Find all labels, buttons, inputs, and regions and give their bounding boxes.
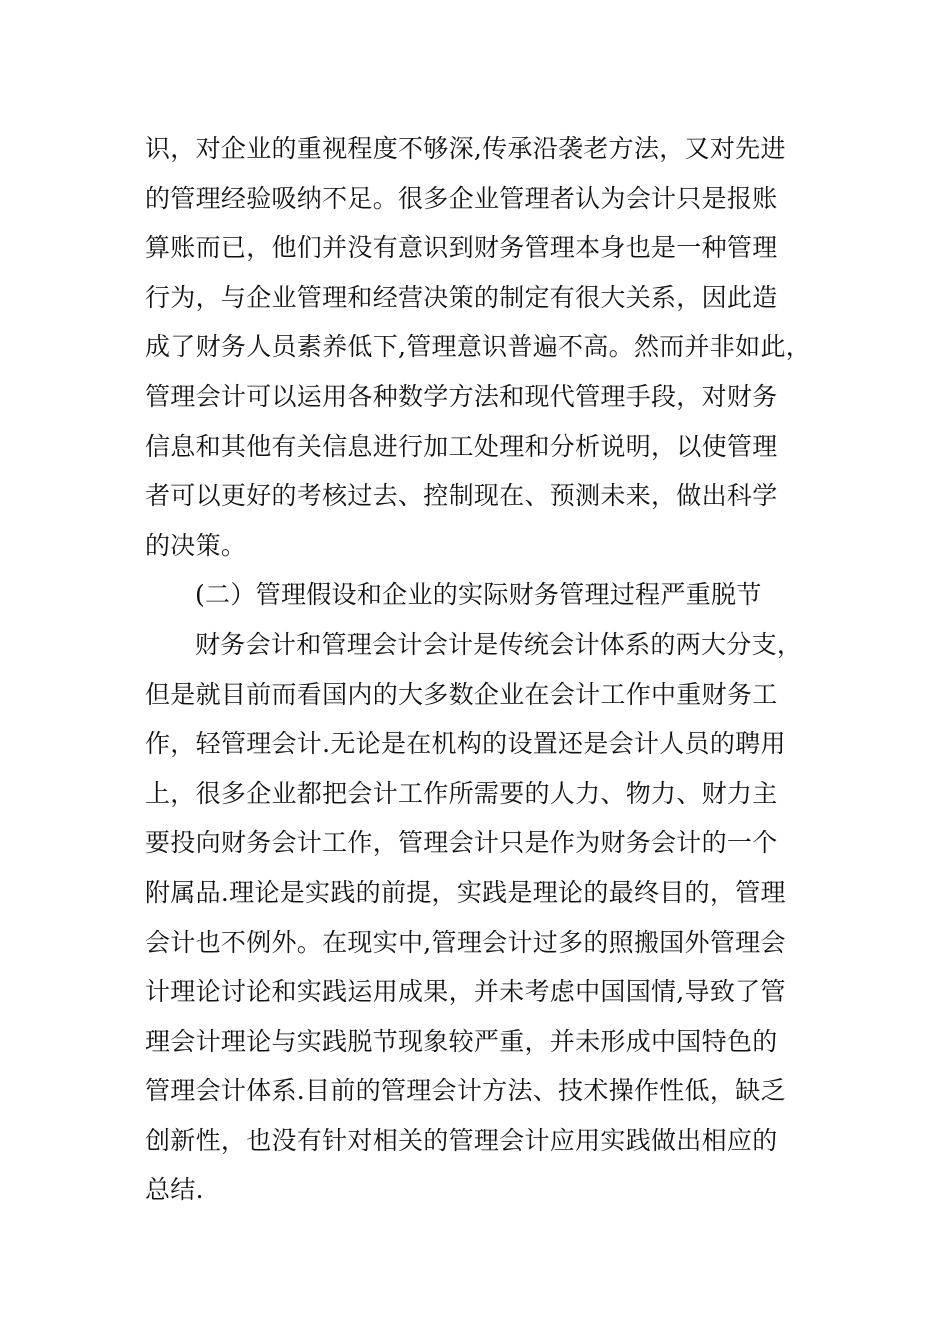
text-line: 信息和其他有关信息进行加工处理和分析说明，以使管理: [145, 431, 778, 461]
text-line: 创新性，也没有针对相关的管理会计应用实践做出相应的: [145, 1125, 778, 1155]
text-line: 财务会计和管理会计会计是传统会计体系的两大分支，: [195, 629, 803, 659]
text-line: 行为，与企业管理和经营决策的制定有很大关系，因此造: [145, 282, 778, 312]
text-line: 算账而已，他们并没有意识到财务管理本身也是一种管理: [145, 233, 778, 263]
text-line: 理会计理论与实践脱节现象较严重，并未形成中国特色的: [145, 1026, 778, 1056]
paragraph-2: [145, 620, 805, 1215]
text-line: 上，很多企业都把会计工作所需要的人力、物力、财力主: [145, 778, 778, 808]
text-line: 者可以更好的考核过去、控制现在、预测未来，做出科学: [145, 481, 778, 511]
text-line: 作，轻管理会计.无论是在机构的设置还是会计人员的聘用: [145, 729, 786, 759]
text-line: 会计也不例外。在现实中,管理会计过多的照搬国外管理会: [145, 927, 786, 957]
text-line: 管理会计体系.目前的管理会计方法、技术操作性低，缺乏: [145, 1076, 786, 1106]
paragraph-1: [145, 124, 812, 570]
text-line: 总结.: [145, 1175, 204, 1205]
text-line: 计理论讨论和实践运用成果，并未考虑中国国情,导致了管: [145, 977, 786, 1007]
heading-line: (二）管理假设和企业的实际财务管理过程严重脱节: [195, 580, 762, 610]
text-line: 附属品.理论是实践的前提，实践是理论的最终目的，管理: [145, 877, 786, 907]
text-line: 但是就目前而看国内的大多数企业在会计工作中重财务工: [145, 679, 778, 709]
section-heading: [145, 570, 805, 620]
text-line: 成了财务人员素养低下,管理意识普遍不高。然而并非如此，: [145, 332, 812, 362]
text-line: 的决策。: [145, 530, 247, 560]
text-line: 要投向财务会计工作，管理会计只是作为财务会计的一个: [145, 828, 778, 858]
text-line: 的管理经验吸纳不足。很多企业管理者认为会计只是报账: [145, 183, 778, 213]
text-line: 管理会计可以运用各种数学方法和现代管理手段，对财务: [145, 381, 778, 411]
document-body: [145, 124, 812, 1215]
text-line: 识，对企业的重视程度不够深,传承沿袭老方法，又对先进: [145, 134, 786, 163]
